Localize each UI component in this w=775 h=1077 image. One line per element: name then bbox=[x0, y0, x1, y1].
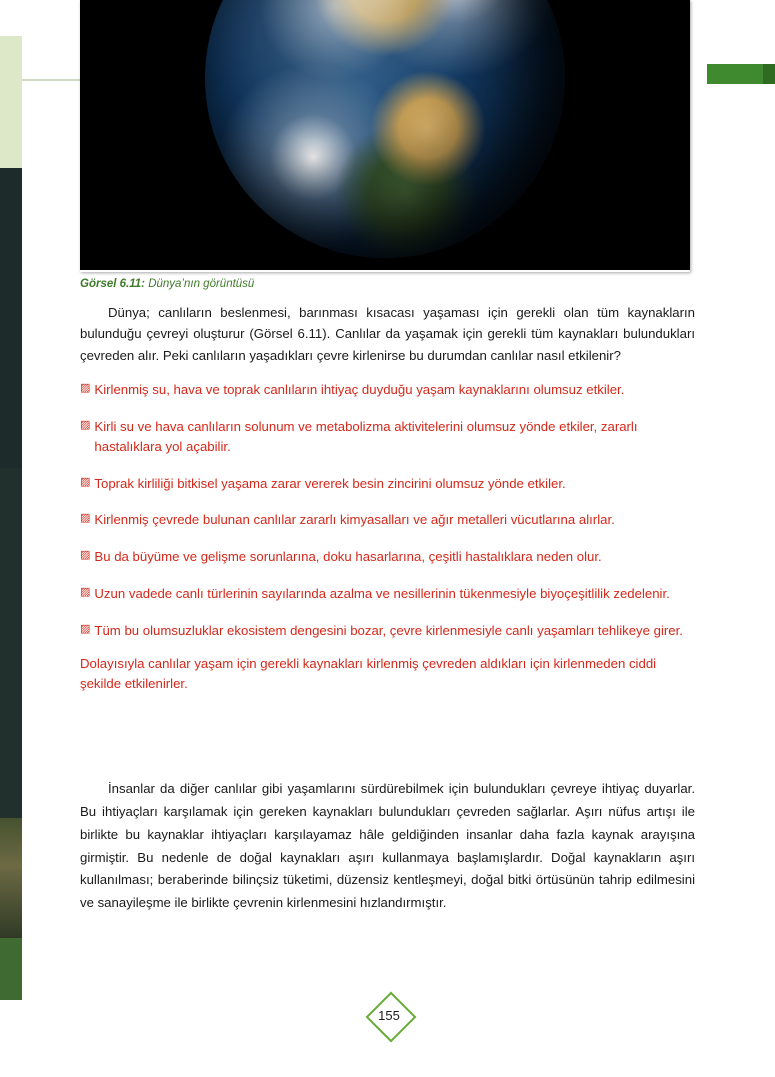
page-number: 155 bbox=[378, 1007, 400, 1023]
figure-image bbox=[80, 0, 690, 270]
list-item bbox=[80, 621, 695, 641]
chapter-tab-accent bbox=[763, 64, 775, 84]
list-item-text: Kirli su ve hava canlıların solunum ve metabolizma aktivitelerini olumsuz yönde etkiler, zararlı hastalıklara yol açabilir. bbox=[94, 418, 638, 454]
list-item-text: Uzun vadede canlı türlerinin sayılarında azalma ve nesillerinin tükenmesiyle biyoçeşitlilik zedelenir. bbox=[94, 585, 670, 601]
bullet-marker-icon: ▨ bbox=[80, 417, 91, 431]
bullet-marker-icon: ▨ bbox=[80, 511, 91, 525]
figure-caption bbox=[80, 278, 695, 290]
figure-earth bbox=[80, 0, 690, 272]
list-item-text: Tüm bu olumsuzluklar ekosistem dengesini bozar, çevre kirlenmesiyle canlı yaşamları tehlikeye girer. bbox=[94, 622, 683, 638]
page-content bbox=[80, 0, 695, 915]
figure-caption-text: Dünya’nın görüntüsü bbox=[145, 278, 255, 290]
list-item bbox=[80, 584, 695, 604]
bullet-marker-icon: ▨ bbox=[80, 584, 91, 598]
list-item-text: Toprak kirliliği bitkisel yaşama zarar vererek besin zincirini olumsuz yönde etkiler. bbox=[94, 475, 566, 491]
left-edge-strip-dark-2 bbox=[0, 468, 22, 818]
list-item-text: Bu da büyüme ve gelişme sorunlarına, doku hasarlarına, çeşitli hastalıklara neden olur. bbox=[94, 549, 602, 565]
bullet-list bbox=[80, 380, 695, 640]
left-edge-strip-dark bbox=[0, 168, 22, 468]
left-edge-strip-green bbox=[0, 938, 22, 1000]
left-edge-strip-photo bbox=[0, 818, 22, 938]
list-item bbox=[80, 547, 695, 567]
bullet-marker-icon: ▨ bbox=[80, 548, 91, 562]
intro-paragraph: Dünya; canlıların beslenmesi, barınması kısacası yaşaması için gerekli olan tüm kaynakların bulunduğu çevreyi oluşturur (Görsel 6.11). Canlılar da yaşamak için gerekli tüm kaynakları bulundukları çevreden alır. Peki canlıların yaşadıkları çevre kirlenirse bu durumdan canlılar nasıl etkilenir? bbox=[80, 305, 695, 363]
left-edge-strip-pale bbox=[0, 36, 22, 168]
list-item bbox=[80, 510, 695, 530]
list-item bbox=[80, 474, 695, 494]
figure-caption-label: Görsel 6.11: bbox=[80, 278, 145, 290]
bullet-marker-icon: ▨ bbox=[80, 381, 91, 395]
page-number-badge bbox=[366, 992, 412, 1038]
list-item-text: Kirlenmiş çevrede bulunan canlılar zararlı kimyasalları ve ağır metalleri vücutlarına alırlar. bbox=[94, 512, 615, 528]
bullet-marker-icon: ▨ bbox=[80, 621, 91, 635]
bullet-marker-icon: ▨ bbox=[80, 474, 91, 488]
list-item bbox=[80, 417, 695, 457]
list-item-text: Kirlenmiş su, hava ve toprak canlıların ihtiyaç duyduğu yaşam kaynaklarını olumsuz etkiler. bbox=[94, 382, 625, 398]
final-paragraph: İnsanlar da diğer canlılar gibi yaşamlarını sürdürebilmek için bulundukları çevreye ihtiyaç duyarlar. Bu ihtiyaçları karşılamak için gereken kaynakları bulundukları çevreden sağlarlar. Aşırı nüfus artışı ile birlikte bu kaynaklar ihtiyaçları karşılayamaz hâle geldiğinden insanlar daha fazla kaynak arayışına girmiştir. Bu nedenle de doğal kaynakları aşırı kullanmaya başlamışlardır. Doğal kaynakların aşırı kullanılması; beraberinde bilinçsiz tüketimi, düzensiz kentleşmeyi, doğal bitki örtüsünün tahrip edilmesini ve sanayileşme ile birlikte çevrenin kirlenmesini hızlandırmıştır. bbox=[80, 781, 695, 910]
closing-paragraph: Dolayısıyla canlılar yaşam için gerekli kaynakları kirlenmiş çevreden aldıkları için kirlenmeden ciddi şekilde etkilenirler. bbox=[80, 655, 657, 691]
earth-shadow-overlay bbox=[205, 0, 565, 258]
left-edge-rule bbox=[22, 79, 80, 81]
list-item bbox=[80, 380, 695, 400]
